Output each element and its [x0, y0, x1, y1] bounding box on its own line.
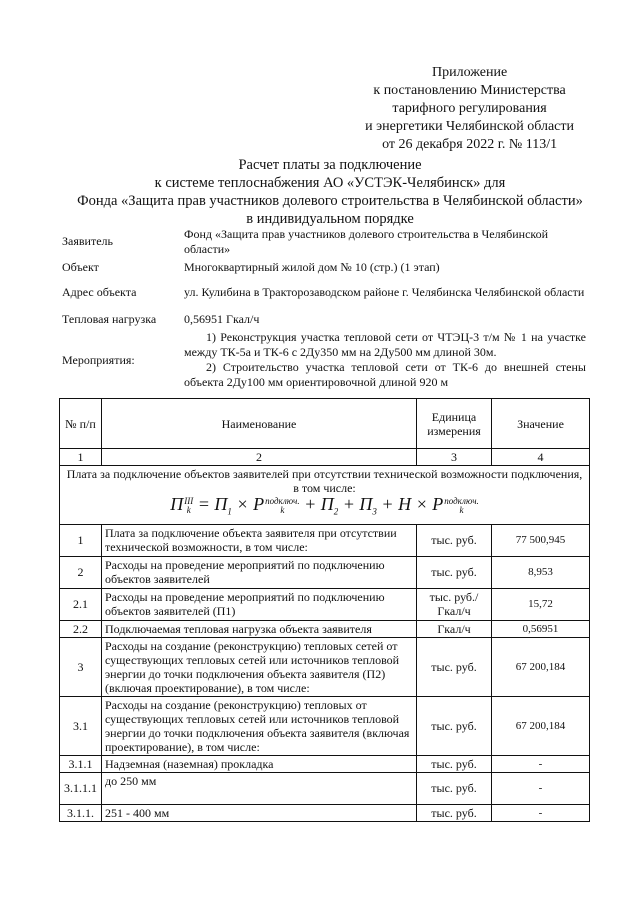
info-row-measures — [60, 330, 588, 390]
section-row — [60, 466, 590, 525]
row-value: - — [492, 804, 590, 821]
col-number: 4 — [492, 449, 590, 466]
formula-symbol: П — [214, 494, 228, 515]
document-title — [40, 156, 620, 228]
info-row-load — [60, 308, 588, 330]
row-value: 0,56951 — [492, 620, 590, 637]
info-label: Объект — [62, 259, 99, 274]
formula-operator: × — [236, 494, 249, 515]
header-value: Значение — [492, 399, 590, 449]
formula-sub: k — [459, 505, 464, 515]
formula-operator: + — [342, 494, 355, 515]
formula-symbol: P — [432, 494, 444, 515]
info-label: Адрес объекта — [62, 285, 137, 299]
title-line: к системе теплоснабжения АО «УСТЭК-Челябинск» для — [154, 175, 506, 191]
formula-sub: k — [280, 505, 285, 515]
title-line: в индивидуальном порядке — [246, 211, 414, 227]
info-row-applicant — [60, 226, 588, 257]
info-value: ул. Кулибина в Тракторозаводском районе г. Челябинска Челябинской области — [184, 285, 585, 299]
formula-sup: подключ. — [444, 496, 479, 506]
row-unit: тыс. руб. — [417, 772, 492, 804]
row-num: 3.1.1. — [60, 804, 102, 821]
row-value: - — [492, 772, 590, 804]
header-name: Наименование — [102, 399, 417, 449]
row-value: 67 200,184 — [492, 637, 590, 696]
row-num: 3 — [60, 637, 102, 696]
row-unit: тыс. руб. — [417, 524, 492, 556]
formula-sup: подключ. — [265, 496, 300, 506]
appendix-line: к постановлению Министерства — [373, 83, 566, 98]
row-unit: Гкал/ч — [417, 620, 492, 637]
table-row — [60, 696, 590, 755]
formula-sub: 1 — [227, 506, 232, 517]
row-value: - — [492, 755, 590, 772]
fee-formula — [63, 495, 586, 523]
appendix-line: тарифного регулирования — [392, 101, 547, 116]
row-name: Подключаемая тепловая нагрузка объекта заявителя — [102, 620, 417, 637]
info-row-address — [60, 277, 588, 308]
table-row — [60, 755, 590, 772]
row-value: 15,72 — [492, 588, 590, 620]
formula-operator: + — [304, 494, 317, 515]
appendix-line: от 26 декабря 2022 г. № 113/1 — [382, 137, 558, 152]
appendix-header — [365, 64, 574, 154]
info-value: 0,56951 Гкал/ч — [184, 311, 260, 326]
table-row — [60, 620, 590, 637]
row-num: 1 — [60, 524, 102, 556]
formula-sub: 3 — [372, 506, 377, 517]
row-num: 2.2 — [60, 620, 102, 637]
row-num: 3.1 — [60, 696, 102, 755]
row-num: 3.1.1.1 — [60, 772, 102, 804]
formula-operator: + — [381, 494, 394, 515]
table-row — [60, 637, 590, 696]
row-name: Плата за подключение объекта заявителя при отсутствии технической возможности, в том числе: — [102, 524, 417, 556]
col-number: 1 — [60, 449, 102, 466]
row-value: 67 200,184 — [492, 696, 590, 755]
info-value: Фонд «Защита прав участников долевого строительства в Челябинской области» — [184, 226, 549, 256]
formula-symbol: Н — [398, 494, 412, 515]
appendix-line: и энергетики Челябинской области — [365, 119, 574, 134]
formula-symbol: П — [170, 494, 184, 515]
row-name: до 250 мм — [102, 772, 417, 804]
table-row — [60, 772, 590, 804]
appendix-line: Приложение — [432, 65, 508, 80]
measure-item: 1) Реконструкция участка тепловой сети от ЧТЭЦ-3 т/м № 1 на участке между ТК-5а и ТК-6 с 2Ду350 мм на 2Ду500 мм длиной 30м. — [184, 330, 586, 359]
formula-operator: = — [197, 494, 210, 515]
info-value — [182, 330, 588, 390]
info-table — [60, 226, 588, 390]
title-line: Фонда «Защита прав участников долевого строительства в Челябинской области» — [77, 193, 583, 209]
row-unit: тыс. руб. — [417, 755, 492, 772]
formula-operator: × — [415, 494, 428, 515]
header-num: № п/п — [60, 399, 102, 449]
title-line: Расчет платы за подключение — [238, 157, 422, 173]
table-row — [60, 588, 590, 620]
table-header-row — [60, 399, 590, 449]
row-num: 2 — [60, 556, 102, 588]
measure-item: 2) Строительство участка тепловой сети от ТК-6 до внешней стены объекта 2Ду100 мм ориентировочной длиной 920 м — [184, 360, 586, 389]
info-label: Заявитель — [62, 234, 113, 248]
row-unit: тыс. руб. — [417, 556, 492, 588]
row-name: 251 - 400 мм — [102, 804, 417, 821]
row-value: 77 500,945 — [492, 524, 590, 556]
row-unit: тыс. руб. — [417, 804, 492, 821]
col-number: 3 — [417, 449, 492, 466]
info-row-object — [60, 257, 588, 277]
row-name: Расходы на проведение мероприятий по подключению объектов заявителей — [102, 556, 417, 588]
info-label: Мероприятия: — [62, 352, 135, 367]
row-value: 8,953 — [492, 556, 590, 588]
info-label: Тепловая нагрузка — [62, 311, 157, 326]
formula-symbol: P — [253, 494, 265, 515]
formula-sub: k — [186, 505, 191, 515]
table-row — [60, 556, 590, 588]
col-number: 2 — [102, 449, 417, 466]
formula-symbol: П — [320, 494, 334, 515]
calculation-table — [59, 398, 590, 822]
formula-symbol: П — [359, 494, 373, 515]
section-cell — [60, 466, 590, 525]
row-name: Расходы на создание (реконструкцию) тепловых сетей от существующих тепловых сетей или источников тепловой энергии до точки подключения объекта заявителя (П2) (включая проектирование), в том числе: — [102, 637, 417, 696]
row-unit: тыс. руб. — [417, 637, 492, 696]
row-name: Надземная (наземная) прокладка — [102, 755, 417, 772]
info-value: Многоквартирный жилой дом № 10 (стр.) (1 этап) — [184, 259, 440, 274]
table-row — [60, 524, 590, 556]
row-unit: тыс. руб./ Гкал/ч — [417, 588, 492, 620]
formula-sup: III — [184, 496, 194, 506]
row-num: 2.1 — [60, 588, 102, 620]
row-name: Расходы на создание (реконструкцию) тепловых от существующих тепловых сетей или источников тепловой энергии до точки подключения объекта заявителя (включая проектирование), в том числе: — [102, 696, 417, 755]
row-num: 3.1.1 — [60, 755, 102, 772]
header-unit: Единица измерения — [417, 399, 492, 449]
formula-sub: 2 — [333, 506, 339, 517]
row-name: Расходы на проведение мероприятий по подключению объектов заявителей (П1) — [102, 588, 417, 620]
table-row — [60, 804, 590, 821]
row-unit: тыс. руб. — [417, 696, 492, 755]
section-title: Плата за подключение объектов заявителей при отсутствии технической возможности подключения, в том числе: — [66, 467, 583, 495]
column-numbers-row — [60, 449, 590, 466]
